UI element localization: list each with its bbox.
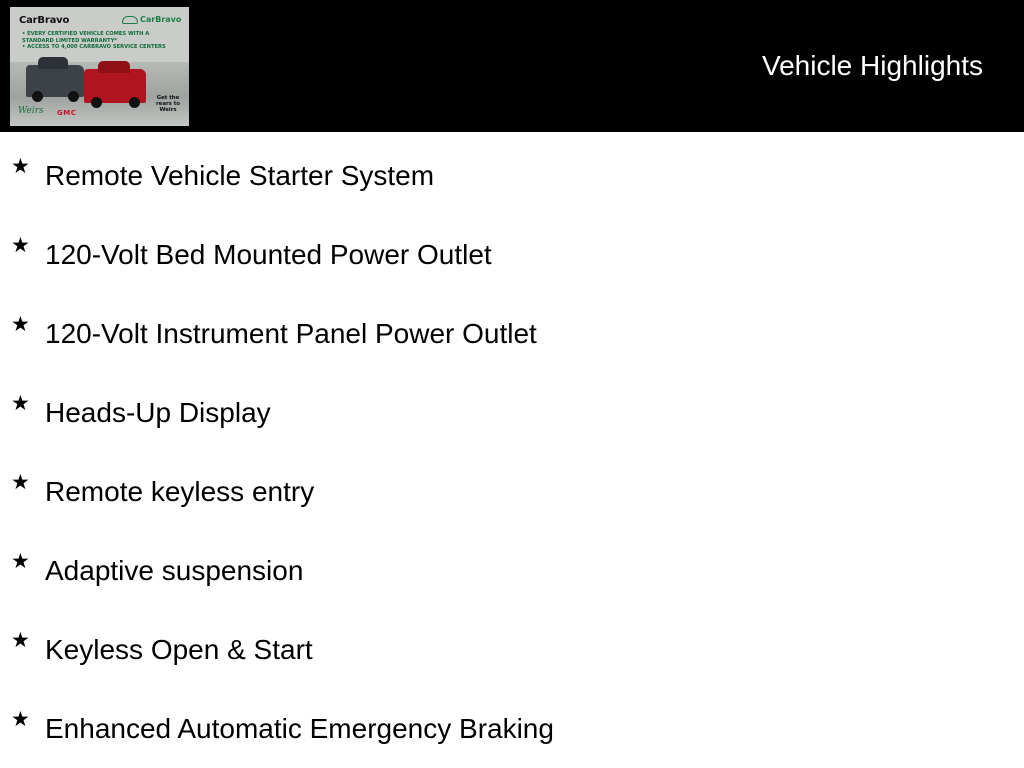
star-icon: ★ xyxy=(11,628,30,652)
star-icon: ★ xyxy=(11,470,30,494)
star-icon: ★ xyxy=(11,154,30,178)
list-item xyxy=(0,233,1024,273)
list-item xyxy=(0,470,1024,510)
promo-slogan: Get the rears to Weirs xyxy=(156,95,180,113)
highlight-label: Enhanced Automatic Emergency Braking xyxy=(45,713,554,744)
carbravo-logo: CarBravo xyxy=(19,15,70,26)
page-header xyxy=(0,0,1024,132)
star-icon: ★ xyxy=(11,707,30,731)
gray-truck-graphic xyxy=(26,65,84,97)
star-icon: ★ xyxy=(11,312,30,336)
promo-bullet: • EVERY CERTIFIED VEHICLE COMES WITH A STANDARD LIMITED WARRANTY* xyxy=(22,31,150,44)
list-item xyxy=(0,154,1024,194)
highlight-label: 120-Volt Instrument Panel Power Outlet xyxy=(45,318,537,349)
star-icon: ★ xyxy=(11,549,30,573)
list-item xyxy=(0,707,1024,747)
page-title: Vehicle Highlights xyxy=(761,50,983,81)
list-item xyxy=(0,312,1024,352)
star-icon: ★ xyxy=(11,391,30,415)
carbravo-secondary-label: CarBravo xyxy=(140,15,182,24)
list-item xyxy=(0,391,1024,431)
red-truck-graphic xyxy=(84,69,146,103)
dealer-logo: Weirs xyxy=(18,106,44,116)
highlight-label: Keyless Open & Start xyxy=(45,634,313,665)
dealer-promo-image xyxy=(10,7,189,126)
gmc-logo: GMC xyxy=(57,109,77,117)
highlight-label: 120-Volt Bed Mounted Power Outlet xyxy=(45,239,492,270)
car-icon xyxy=(122,16,138,24)
highlight-label: Heads-Up Display xyxy=(45,397,271,428)
highlight-label: Remote keyless entry xyxy=(45,476,315,507)
highlight-label: Adaptive suspension xyxy=(45,555,304,586)
star-icon: ★ xyxy=(11,233,30,257)
list-item xyxy=(0,549,1024,589)
carbravo-secondary-logo xyxy=(122,15,181,24)
list-item xyxy=(0,628,1024,668)
highlight-label: Remote Vehicle Starter System xyxy=(45,160,435,191)
promo-bullet: • ACCESS TO 4,000 CARBRAVO SERVICE CENTERS xyxy=(22,44,166,51)
promo-bullets xyxy=(22,31,182,51)
